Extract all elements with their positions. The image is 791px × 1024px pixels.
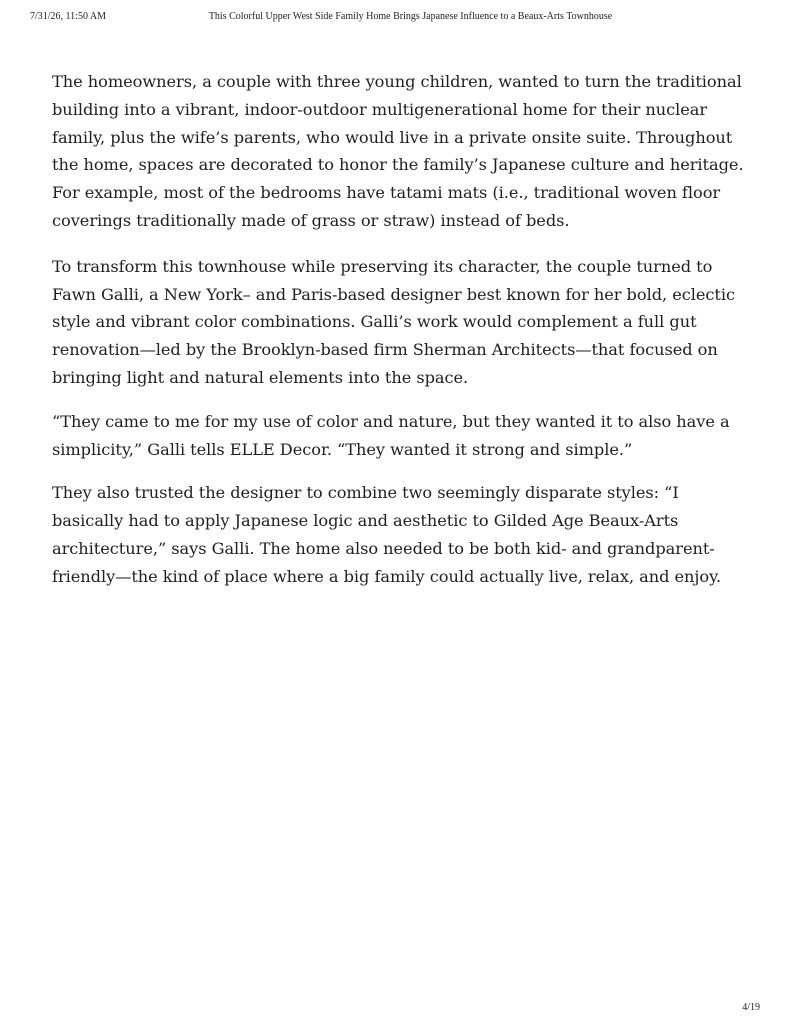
article-paragraph-3: “They came to me for my use of color and nature, but they wanted it to also have a simplicity,” Galli tells ELLE Decor. “They wanted it strong and simple.” <box>52 411 730 459</box>
article-paragraph-2: To transform this townhouse while preserving its character, the couple turned to Fawn Galli, a New York– and Paris-based designer best known for her bold, eclectic style and vibrant color combinations. Galli’s work would complement a full gut renovation—led by the Brooklyn-based firm Sherman Architects—that focused on bringing light and natural elements into the space. <box>52 256 736 387</box>
article-paragraph-4: They also trusted the designer to combine two seemingly disparate styles: “I basically had to apply Japanese logic and aesthetic to Gilded Age Beaux-Arts architecture,” says Galli. The home also needed to be both kid- and grandparent-friendly—the kind of place where a big family could actually live, relax, and enjoy. <box>52 483 722 586</box>
print-timestamp: 7/31/26, 11:50 AM <box>30 11 107 22</box>
print-page-title: This Colorful Upper West Side Family Home Brings Japanese Influence to a Beaux-Arts Townhouse <box>208 11 613 22</box>
page-number: 4/19 <box>742 1002 760 1013</box>
article-paragraph-1: The homeowners, a couple with three young children, wanted to turn the traditional building into a vibrant, indoor-outdoor multigenerational home for their nuclear family, plus the wife’s parents, who would live in a private onsite suite. Throughout the home, spaces are decorated to honor the family’s Japanese culture and heritage. For example, most of the bedrooms have tatami mats (i.e., traditional woven floor coverings traditionally made of grass or straw) instead of beds. <box>52 72 744 230</box>
print-header <box>30 11 761 25</box>
article-body <box>52 68 752 609</box>
